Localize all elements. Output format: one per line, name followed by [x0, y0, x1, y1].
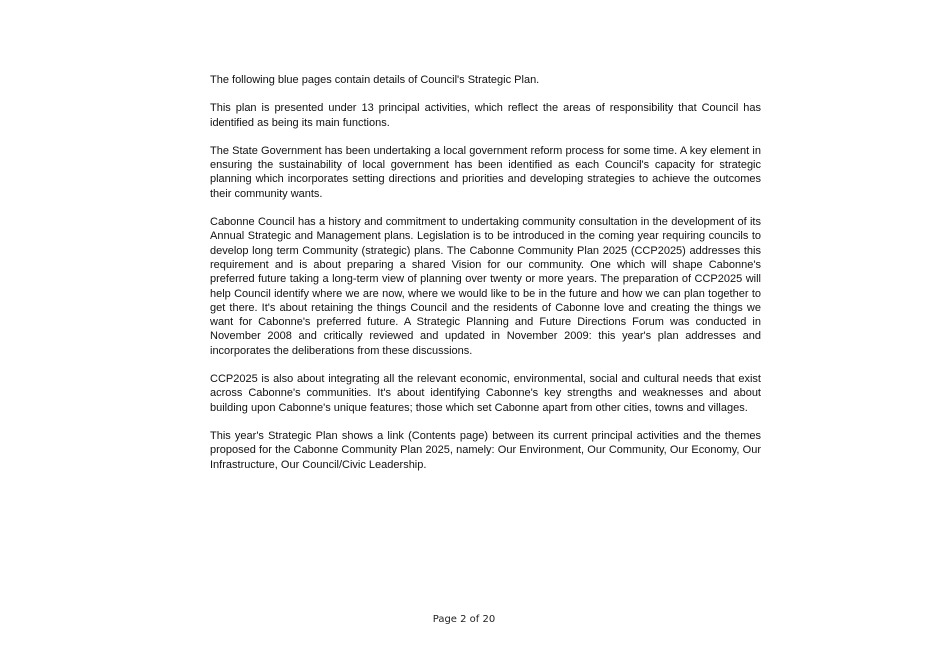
document-body: [210, 73, 761, 486]
page-number-footer: Page 2 of 20: [432, 614, 496, 625]
paragraph-intro: The following blue pages contain details of Council's Strategic Plan.: [210, 74, 540, 86]
paragraph-strategic-plan-link: This year's Strategic Plan shows a link (Contents page) between its current principal activities and the themes proposed for the Cabonne Community Plan 2025, namely: Our Environment, Our Community, Our Economy, Our Infrastructure, Our Council/Civic Leadership.: [210, 429, 761, 471]
paragraph-community-consultation: Cabonne Council has a history and commitment to undertaking community consultation in the development of its Annual Strategic and Management plans. Legislation is to be introduced in the coming year requiring councils to develop long term Community (strategic) plans. The Cabonne Community Plan 2025 (CCP2025) addresses this requirement and is about preparing a shared Vision for our community. One which will shape Cabonne's preferred future taking a long-term view of planning over twenty or more years. The preparation of CCP2025 will help Council identify where we are now, where we would like to be in the future and how we can plan together to get there. It's about retaining the things Council and the residents of Cabonne love and creating the things we want for Cabonne's preferred future. A Strategic Planning and Future Directions Forum was conducted in November 2008 and critically reviewed and updated in November 2009: this year's plan addresses and incorporates the deliberations from these discussions.: [210, 216, 761, 357]
paragraph-state-government: The State Government has been undertaking a local government reform process for some time. A key element in ensuring the sustainability of local government has been identified as each Council's capacity for strategic planning which incorporates setting directions and priorities and developing strategies to achieve the outcomes their community wants.: [210, 144, 761, 200]
paragraph-principal-activities: This plan is presented under 13 principal activities, which reflect the areas of responsibility that Council has identified as being its main functions.: [210, 102, 761, 129]
paragraph-ccp2025-integration: CCP2025 is also about integrating all the relevant economic, environmental, social and cultural needs that exist across Cabonne's communities. It's about identifying Cabonne's key strengths and weaknesses and about building upon Cabonne's unique features; those which set Cabonne apart from other cities, towns and villages.: [210, 373, 761, 414]
